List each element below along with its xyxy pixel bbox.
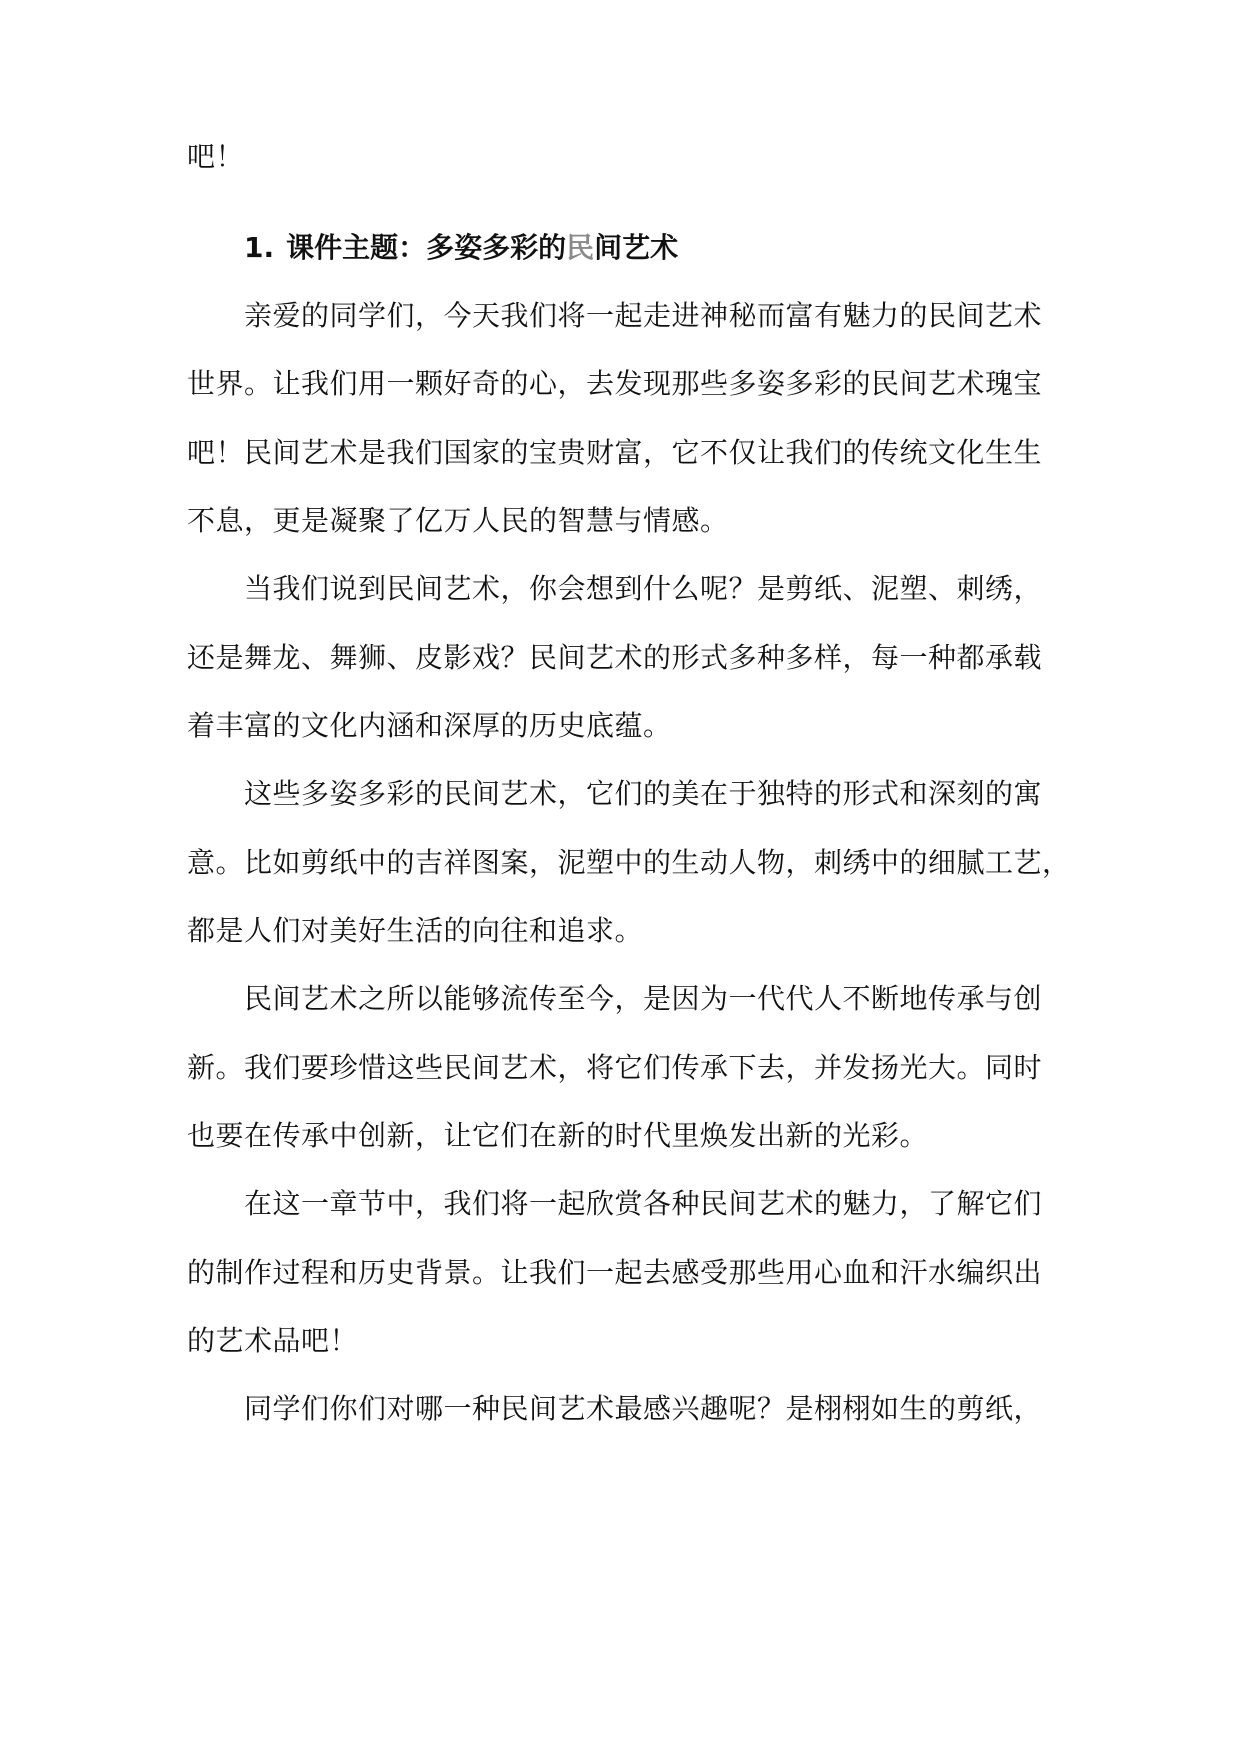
paragraph-1-line-2: 世界。让我们用一颗好奇的心，去发现那些多姿多彩的民间艺术瑰宝	[187, 367, 1043, 400]
section-title-part2: 间艺术	[594, 231, 679, 264]
paragraph-2-line-1: 当我们说到民间艺术，你会想到什么呢？是剪纸、泥塑、刺绣，	[244, 572, 1043, 605]
paragraph-3-line-2: 意。比如剪纸中的吉祥图案，泥塑中的生动人物，刺绣中的细腻工艺，	[187, 846, 1071, 879]
paragraph-4-line-1: 民间艺术之所以能够流传至今，是因为一代代人不断地传承与创	[244, 982, 1043, 1015]
paragraph-4-line-3: 也要在传承中创新，让它们在新的时代里焕发出新的光彩。	[187, 1119, 929, 1152]
paragraph-2-line-3: 着丰富的文化内涵和深厚的历史底蕴。	[187, 709, 672, 742]
paragraph-5-line-2: 的制作过程和历史背景。让我们一起去感受那些用心血和汗水编织出	[187, 1256, 1043, 1289]
paragraph-1-line-4: 不息，更是凝聚了亿万人民的智慧与情感。	[187, 504, 729, 537]
section-title-highlight: 民	[566, 231, 595, 264]
paragraph-4-line-2: 新。我们要珍惜这些民间艺术，将它们传承下去，并发扬光大。同时	[187, 1051, 1043, 1084]
section-heading	[244, 228, 678, 268]
text-line-intro: 吧！	[187, 140, 245, 173]
paragraph-6-line-1: 同学们你们对哪一种民间艺术最感兴趣呢？是栩栩如生的剪纸，	[244, 1392, 1043, 1425]
paragraph-1-line-1: 亲爱的同学们，今天我们将一起走进神秘而富有魅力的民间艺术	[244, 299, 1043, 332]
paragraph-5-line-3: 的艺术品吧！	[187, 1324, 359, 1357]
section-number: 1.	[244, 231, 275, 264]
paragraph-2-line-2: 还是舞龙、舞狮、皮影戏？民间艺术的形式多种多样，每一种都承载	[187, 641, 1043, 674]
paragraph-5-line-1: 在这一章节中，我们将一起欣赏各种民间艺术的魅力，了解它们	[244, 1187, 1043, 1220]
paragraph-3-line-1: 这些多姿多彩的民间艺术，它们的美在于独特的形式和深刻的寓	[244, 777, 1043, 810]
section-title-part1: 课件主题：多姿多彩的	[286, 231, 567, 264]
paragraph-3-line-3: 都是人们对美好生活的向往和追求。	[187, 914, 644, 947]
paragraph-1-line-3: 吧！民间艺术是我们国家的宝贵财富，它不仅让我们的传统文化生生	[187, 436, 1043, 469]
